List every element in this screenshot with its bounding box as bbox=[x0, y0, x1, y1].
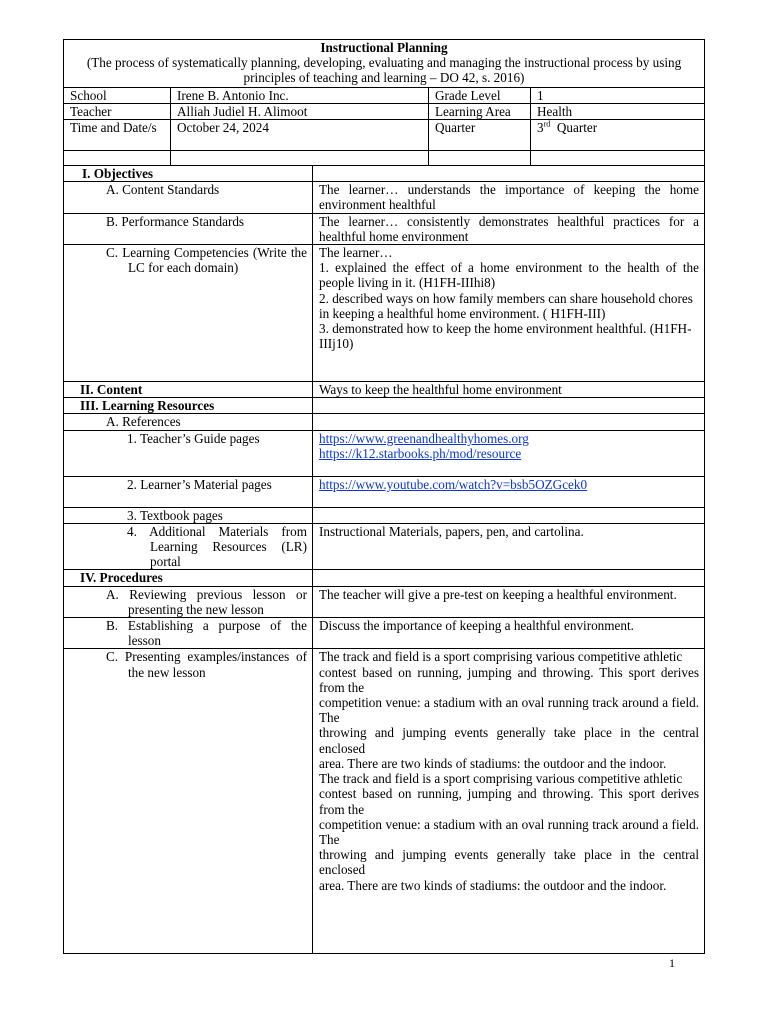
learning-area-value: Health bbox=[531, 103, 705, 119]
teacher-value: Alliah Judiel H. Alimoot bbox=[171, 103, 429, 119]
teacher-label: Teacher bbox=[64, 103, 171, 119]
presenting-examples-label: C. Presenting examples/instances of the new lesson bbox=[64, 649, 313, 954]
example-paragraph-line: area. There are two kinds of stadiums: the outdoor and the indoor. bbox=[319, 755, 667, 771]
quarter-word: Quarter bbox=[556, 120, 598, 136]
example-paragraph-line: competition venue: a stadium with an oval running track around a field. The bbox=[319, 695, 700, 726]
competencies-intro: The learner… bbox=[319, 245, 393, 261]
content-heading: II. Content bbox=[64, 382, 313, 398]
competency-item: 1. explained the effect of a home environment to the health of the people living in it. (H1FH-IIIhi8) bbox=[319, 260, 700, 291]
content-standards-value: The learner… understands the importance of keeping the home environment healthful bbox=[313, 182, 705, 213]
time-date-label: Time and Date/s bbox=[64, 120, 171, 151]
objectives-heading: I. Objectives bbox=[64, 166, 313, 182]
additional-materials-value: Instructional Materials, papers, pen, and cartolina. bbox=[313, 523, 705, 570]
lesson-plan-table bbox=[63, 39, 705, 954]
example-paragraph-line: The track and field is a sport comprising various competitive athletic bbox=[319, 649, 683, 665]
content-value: Ways to keep the healthful home environment bbox=[313, 382, 705, 398]
quarter-value bbox=[531, 120, 705, 151]
references-label: A. References bbox=[64, 414, 313, 430]
quarter-suffix: rd bbox=[543, 119, 551, 129]
performance-standards-label: B. Performance Standards bbox=[64, 213, 313, 244]
competency-item: 2. described ways on how family members can share household chores in keeping a healthful home environment. ( H1FH-III) bbox=[319, 290, 693, 321]
teachers-guide-links bbox=[313, 430, 705, 476]
example-paragraph-line: The track and field is a sport comprising various competitive athletic bbox=[319, 771, 683, 787]
blank-cell bbox=[313, 414, 705, 430]
learners-material-links bbox=[313, 476, 705, 507]
establishing-purpose-value: Discuss the importance of keeping a healthful environment. bbox=[313, 618, 705, 649]
competency-item: 3. demonstrated how to keep the home environment healthful. (H1FH-IIIj10) bbox=[319, 321, 692, 352]
grade-level-label: Grade Level bbox=[429, 87, 531, 103]
learners-material-label: 2. Learner’s Material pages bbox=[64, 476, 313, 507]
blank-cell bbox=[531, 151, 705, 166]
quarter-label: Quarter bbox=[429, 120, 531, 151]
reviewing-lesson-value: The teacher will give a pre-test on keeping a healthful environment. bbox=[313, 586, 705, 617]
grade-level-value: 1 bbox=[531, 87, 705, 103]
school-label: School bbox=[64, 87, 171, 103]
presenting-examples-value bbox=[313, 649, 705, 954]
example-paragraph-line: throwing and jumping events generally take place in the central enclosed bbox=[319, 725, 700, 756]
video-link[interactable]: https://www.youtube.com/watch?v=bsb5OZGcek0 bbox=[319, 476, 588, 492]
learning-competencies-value bbox=[313, 245, 705, 382]
performance-standards-value: The learner… consistently demonstrates healthful practices for a healthful home environment bbox=[313, 213, 705, 244]
blank-cell bbox=[171, 151, 429, 166]
quarter-number: 3 bbox=[537, 120, 544, 136]
time-date-value: October 24, 2024 bbox=[171, 120, 429, 151]
example-paragraph-line: area. There are two kinds of stadiums: the outdoor and the indoor. bbox=[319, 877, 667, 893]
procedures-heading: IV. Procedures bbox=[64, 570, 313, 586]
example-paragraph-line: contest based on running, jumping and throwing. This sport derives from the bbox=[319, 786, 700, 817]
reviewing-lesson-label: A. Reviewing previous lesson or presenting the new lesson bbox=[64, 586, 313, 617]
learning-area-label: Learning Area bbox=[429, 103, 531, 119]
blank-cell bbox=[313, 398, 705, 414]
example-paragraph-line: throwing and jumping events generally take place in the central enclosed bbox=[319, 847, 700, 878]
page-number: 1 bbox=[669, 956, 675, 970]
blank-cell bbox=[429, 151, 531, 166]
document-title: Instructional Planning bbox=[320, 40, 448, 55]
document-subtitle: (The process of systematically planning, developing, evaluating and managing the instructional process by using principles of teaching and learning – DO 42, s. 2016) bbox=[86, 55, 682, 86]
teachers-guide-label: 1. Teacher’s Guide pages bbox=[64, 430, 313, 476]
learning-resources-heading: III. Learning Resources bbox=[64, 398, 313, 414]
blank-cell bbox=[64, 151, 171, 166]
resource-link[interactable]: https://k12.starbooks.ph/mod/resource bbox=[319, 445, 522, 461]
plan-header bbox=[64, 40, 705, 88]
additional-materials-label: 4. Additional Materials from Learning Resources (LR) portal bbox=[64, 523, 313, 570]
example-paragraph-line: competition venue: a stadium with an oval running track around a field. The bbox=[319, 816, 700, 847]
establishing-purpose-label: B. Establishing a purpose of the lesson bbox=[64, 618, 313, 649]
blank-cell bbox=[313, 507, 705, 523]
learning-competencies-label: C. Learning Competencies (Write the LC for each domain) bbox=[64, 245, 313, 382]
blank-cell bbox=[313, 166, 705, 182]
resource-link[interactable]: https://www.greenandhealthyhomes.org bbox=[319, 430, 529, 446]
example-paragraph-line: contest based on running, jumping and throwing. This sport derives from the bbox=[319, 664, 700, 695]
textbook-pages-label: 3. Textbook pages bbox=[64, 507, 313, 523]
lesson-plan-document bbox=[63, 39, 704, 954]
school-value: Irene B. Antonio Inc. bbox=[171, 87, 429, 103]
content-standards-label: A. Content Standards bbox=[64, 182, 313, 213]
blank-cell bbox=[313, 570, 705, 586]
